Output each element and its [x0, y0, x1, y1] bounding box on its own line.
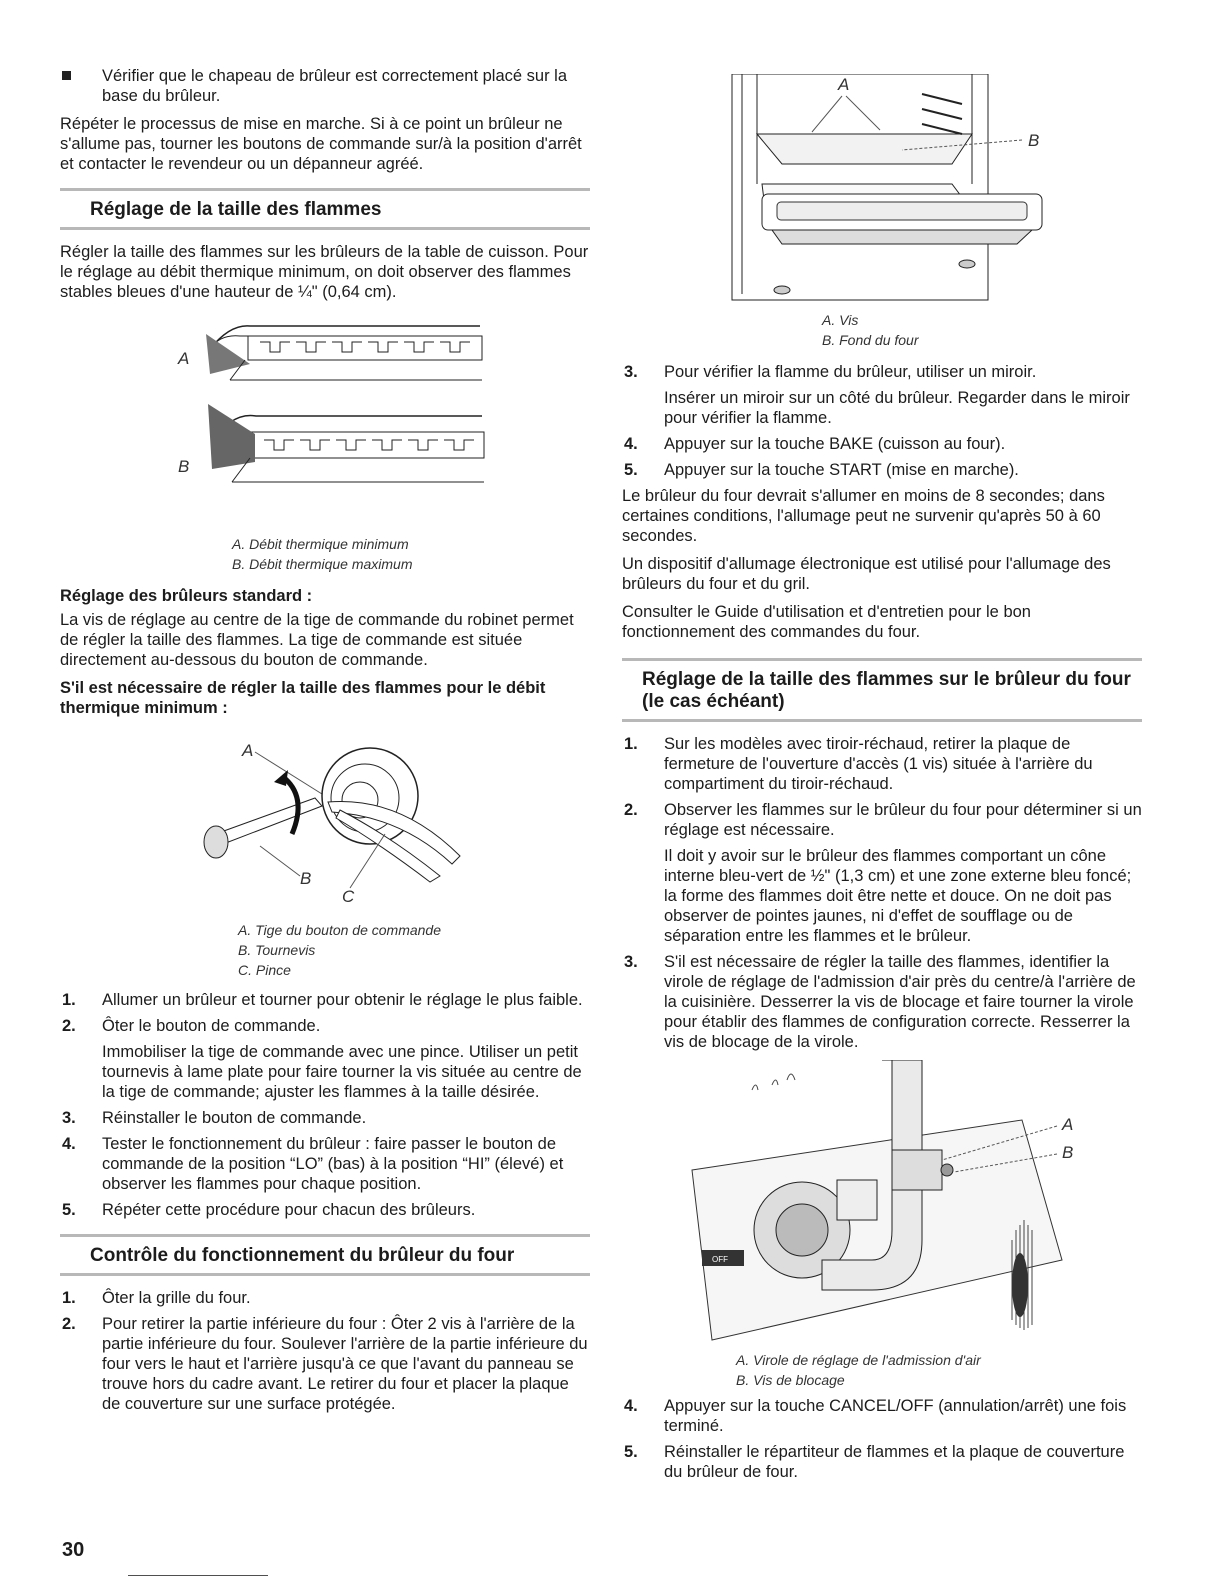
section-heading-flame-size: Réglage de la taille des flammes [60, 188, 590, 230]
fig4-caption-a: A. Virole de réglage de l'admission d'air [736, 1352, 981, 1368]
fig4-label-b: B [1062, 1143, 1074, 1162]
list-item: 2. Ôter le bouton de commande. Immobiliser la tige de commande avec une pince. Utiliser un petit tournevis à lame plate pour faire tourner la vis située au centre de la tige de commande; ajuster les flammes à la taille désirée. [62, 1017, 582, 1101]
left-column [60, 66, 590, 1420]
list-item: 3. Pour vérifier la flamme du brûleur, utiliser un miroir. Insérer un miroir sur un côté du brûleur. Regarder dans le miroir pour vérifier la flamme. [624, 363, 1130, 427]
list-item: 3. Réinstaller le bouton de commande. [62, 1109, 367, 1127]
subheading-standard-burners: Réglage des brûleurs standard : [60, 587, 313, 605]
bullet-item: Vérifier que le chapeau de brûleur est correctement placé sur la base du brûleur. [60, 66, 590, 106]
flame-diagram [60, 324, 590, 534]
flame-shape-large [208, 404, 255, 469]
list-item: 4. Tester le fonctionnement du brûleur : faire passer le bouton de commande de la position “LO” (bas) à la position “HI” (élevé) et observer les flammes pour chaque position. [62, 1135, 564, 1193]
steps-list-3 [622, 362, 1142, 480]
paragraph: Régler la taille des flammes sur les brûleurs de la table de cuisson. Pour le réglage au débit thermique minimum, on doit observer des flammes stables bleues d'une hauteur de ¼" (0,64 cm). [60, 243, 589, 301]
paragraph: Le brûleur du four devrait s'allumer en moins de 8 secondes; dans certaines conditions, l'allumage peut ne survenir qu'après 50 à 60 secondes. [622, 487, 1105, 545]
list-item: 1. Ôter la grille du four. [62, 1289, 251, 1307]
flame-size-figure [60, 324, 590, 574]
right-column [622, 74, 1142, 1488]
list-item: 3. S'il est nécessaire de régler la taille des flammes, identifier la virole de réglage de l'admission d'air près du centre/à l'arrière de la cuisinière. Desserrer la vis de blocage et faire tourner la virole pour établir des flammes de configuration correcte. Resserrer la vis de blocage de la virole. [624, 953, 1136, 1051]
paragraph: La vis de réglage au centre de la tige de commande du robinet permet de régler la taille des flammes. La tige de commande est située directement au-dessous du bouton de commande. [60, 611, 574, 669]
page-number: 30 [62, 1539, 85, 1561]
fig2-caption-b: B. Tournevis [238, 942, 316, 958]
oven-diagram [622, 74, 1142, 306]
list-item: 1. Allumer un brûleur et tourner pour obtenir le réglage le plus faible. [62, 991, 583, 1009]
paragraph: Un dispositif d'allumage électronique est utilisé pour l'allumage des brûleurs du four et du gril. [622, 555, 1111, 593]
oven-bottom-figure [622, 74, 1142, 354]
list-item: 1. Sur les modèles avec tiroir-réchaud, retirer la plaque de fermeture de l'ouverture d'accès (1 vis) située à l'arrière du compartiment du tiroir-réchaud. [624, 735, 1093, 793]
fig2-label-a: A [242, 741, 254, 760]
fig2-caption-c: C. Pince [238, 962, 291, 978]
knob-text: OFF [712, 1255, 728, 1264]
fig1-label-a: A [178, 349, 190, 368]
fig3-caption-b: B. Fond du four [822, 332, 919, 348]
bold-paragraph: S'il est nécessaire de régler la taille des flammes pour le débit thermique minimum : [60, 679, 546, 717]
list-item: 5. Répéter cette procédure pour chacun des brûleurs. [62, 1201, 476, 1219]
fig3-caption-a: A. Vis [822, 312, 859, 328]
section-heading-oven-burner-check: Contrôle du fonctionnement du brûleur du four [60, 1234, 590, 1276]
list-item: 5. Appuyer sur la touche START (mise en marche). [624, 461, 1019, 479]
list-item: 2. Observer les flammes sur le brûleur du four pour déterminer si un réglage est nécessaire. Il doit y avoir sur le brûleur des flammes comportant un cône interne bleu-vert de ½" (1,3 cm) et une zone externe bleu foncé; la forme des flammes doit être nette et douce. On ne doit pas observer de pointes jaunes, ni d'effet de soufflage ou de séparation entre les flammes et le brûleur. [624, 801, 1142, 945]
flame-shape-small [206, 334, 250, 374]
fig4-label-a: A [1062, 1115, 1074, 1134]
list-item: 2. Pour retirer la partie inférieure du four : Ôter 2 vis à l'arrière de la partie inférieure du four. Soulever l'arrière de la partie inférieure du four vers le haut et l'arrière jusqu'à ce que l'avant du panneau se trouve hors du cadre avant. Le retirer du four et placer la plaque de couverture sur une surface protégée. [62, 1315, 588, 1413]
steps-list-2 [60, 1288, 590, 1414]
air-shutter-figure [622, 1060, 1142, 1396]
list-item: 5. Réinstaller le répartiteur de flammes et la plaque de couverture du brûleur de four. [624, 1443, 1125, 1481]
paragraph: Répéter le processus de mise en marche. Si à ce point un brûleur ne s'allume pas, tourner les boutons de commande sur/à la position d'arrêt et contacter le revendeur ou un dépanneur agréé. [60, 115, 582, 173]
air-shutter-collar [892, 1150, 942, 1190]
fig1-label-b: B [178, 457, 190, 476]
lock-screw [941, 1164, 953, 1176]
fig4-caption-b: B. Vis de blocage [736, 1372, 845, 1388]
list-item: 4. Appuyer sur la touche CANCEL/OFF (annulation/arrêt) une fois terminé. [624, 1397, 1127, 1435]
valve-stem-diagram [60, 726, 590, 936]
section-heading-oven-flame-size: Réglage de la taille des flammes sur le brûleur du four (le cas échéant) [622, 658, 1142, 722]
fig2-caption-a: A. Tige du bouton de commande [238, 922, 442, 938]
fig3-label-a: A [838, 75, 850, 94]
air-shutter-diagram [622, 1060, 1142, 1350]
paragraph: Consulter le Guide d'utilisation et d'entretien pour le bon fonctionnement des commandes du four. [622, 603, 1031, 641]
valve-stem-figure [60, 726, 590, 990]
fig3-label-b: B [1028, 131, 1040, 150]
list-item: 4. Appuyer sur la touche BAKE (cuisson au four). [624, 435, 1006, 453]
fig1-caption-a: A. Débit thermique minimum [232, 536, 409, 552]
steps-list-4 [622, 734, 1142, 1052]
fig2-label-b: B [300, 869, 312, 888]
footer-rule [128, 1575, 268, 1576]
steps-list-1 [60, 990, 590, 1220]
fig2-label-c: C [342, 887, 355, 906]
fig1-caption-b: B. Débit thermique maximum [232, 556, 413, 572]
steps-list-5 [622, 1396, 1142, 1482]
